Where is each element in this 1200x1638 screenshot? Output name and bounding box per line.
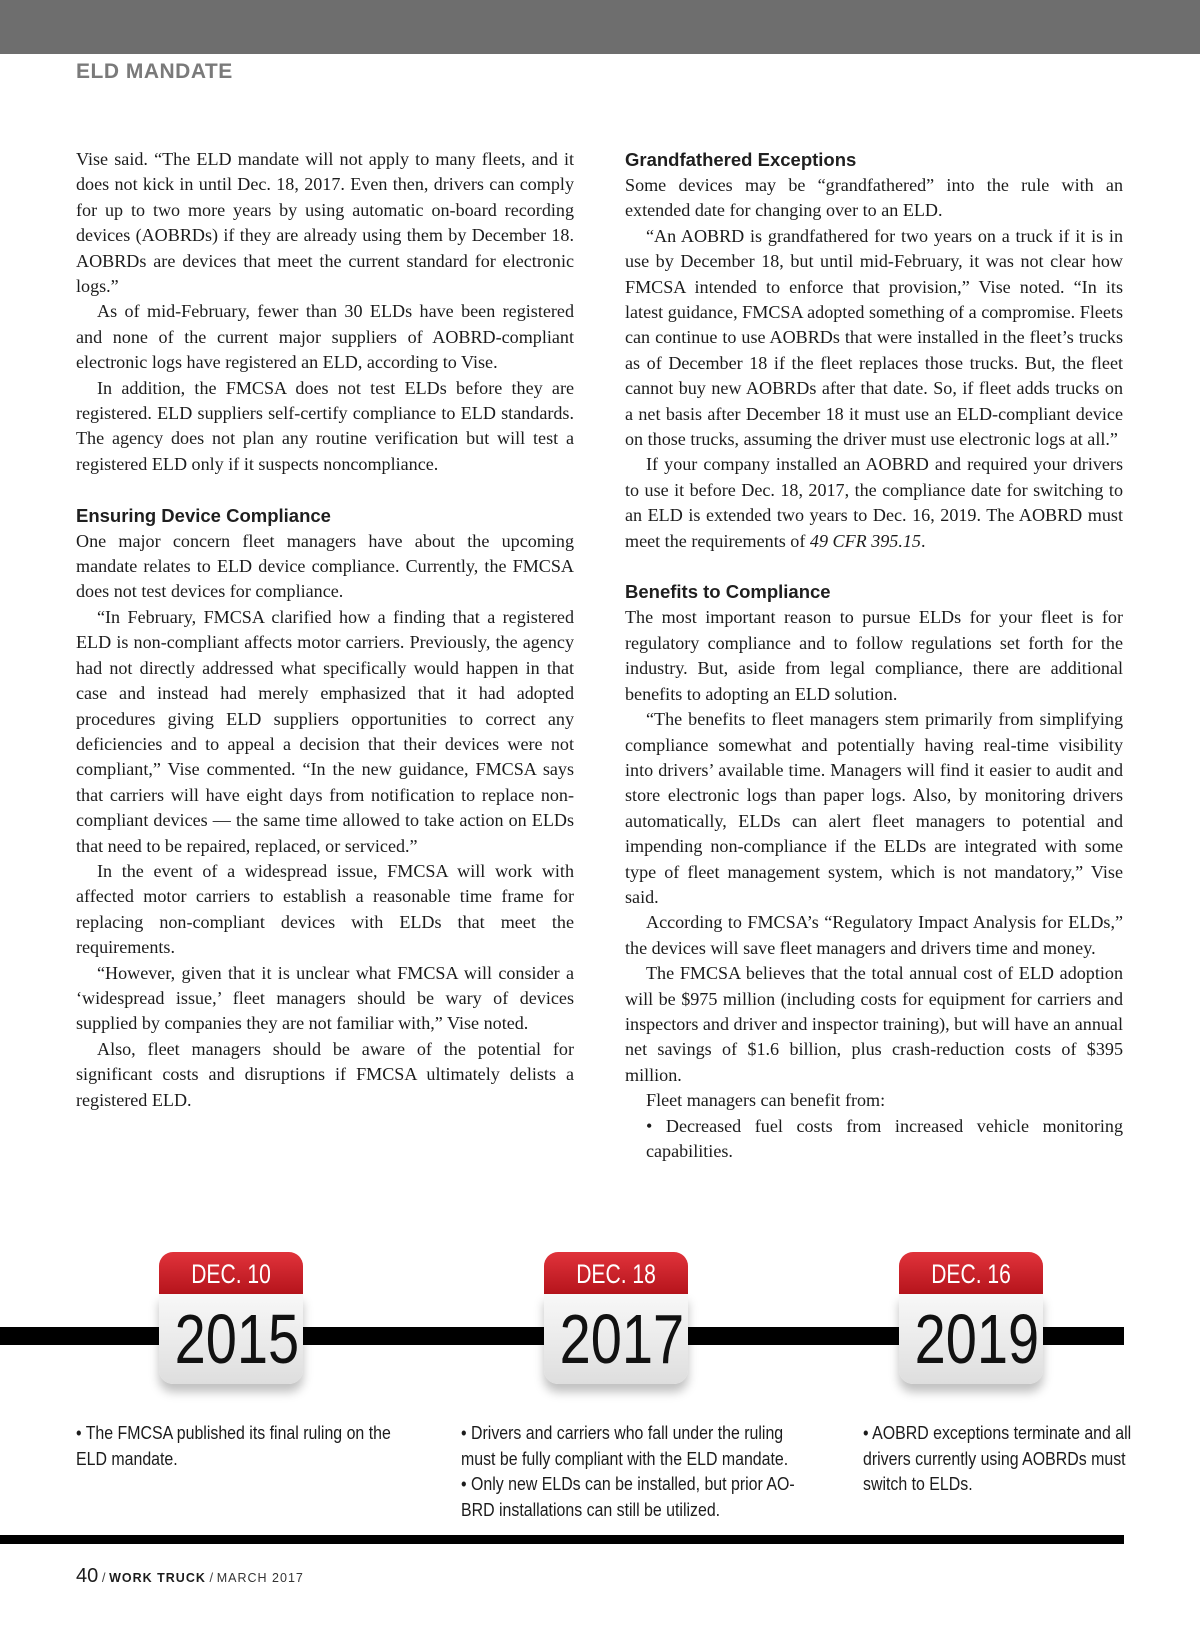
page-number: 40 (76, 1565, 99, 1587)
calendar-year: 2017 (559, 1300, 685, 1378)
paragraph: According to FMCSA’s “Regulatory Impact Analysis for ELDs,” the devices will save fleet managers and drivers time and money. (625, 912, 1123, 958)
footer-separator: / (98, 1570, 110, 1585)
paragraph (625, 452, 1123, 554)
section-label: ELD MANDATE (76, 60, 233, 83)
section-heading: Grandfathered Exceptions (625, 149, 857, 170)
calendar-date-tab (899, 1252, 1043, 1294)
note-line: • The FMCSA published its final ruling on the (76, 1422, 391, 1443)
calendar-date-tab (544, 1252, 688, 1294)
note-line: ELD mandate. (76, 1447, 178, 1469)
bullet-item: • Decreased fuel costs from increased vehicle monitoring capabilities. (646, 1115, 1123, 1162)
paragraph: Vise said. “The ELD mandate will not apply to many fleets, and it does not kick in until Dec. 18, 2017. Even then, drivers can comply for up to two more years by using automatic on-board recording devices (AOBRDs) if they are already using them by December 18. AOBRDs are devices that meet the current standard for electronic logs.” (76, 149, 574, 297)
paragraph: Also, fleet managers should be aware of the potential for significant costs and disruptions if FMCSA ultimately delists a registered ELD. (76, 1038, 574, 1110)
paragraph: Some devices may be “grandfathered” into the rule with an extended date for changing over to an ELD. (625, 175, 1123, 221)
paragraph: Fleet managers can benefit from: (646, 1090, 886, 1111)
calendar-year-card (544, 1294, 688, 1384)
calendar-date-tab (159, 1252, 303, 1294)
calendar-icon (159, 1252, 303, 1384)
calendar-icon (544, 1252, 688, 1384)
paragraph-text: If your company installed an AOBRD and required your drivers to use it before Dec. 18, 2017, the compliance date for switching to an ELD is extended two years to Dec. 16, 2019. The AOBRD must meet the requirements of (625, 454, 1123, 551)
timeline-note (76, 1420, 442, 1471)
calendar-date: DEC. 16 (931, 1259, 1011, 1289)
note-line: BRD installations can still be utilized. (461, 1498, 721, 1520)
paragraph: In addition, the FMCSA does not test ELDs before they are registered. ELD suppliers self-certify compliance to ELD standards. The agency does not plan any routine verification but will test a registered ELD only if it suspects noncompliance. (76, 377, 574, 474)
calendar-icon (899, 1252, 1043, 1384)
calendar-year-card (899, 1294, 1043, 1384)
timeline-note (863, 1420, 1175, 1497)
calendar-year: 2015 (174, 1300, 300, 1378)
calendar-date: DEC. 18 (576, 1259, 656, 1289)
calendar-date: DEC. 10 (191, 1259, 271, 1289)
paragraph: The FMCSA believes that the total annual cost of ELD adoption will be $975 million (including costs for equipment for carriers and inspectors and driver and inspector training), but will have an annual net savings of $1.6 billion, plus crash-reduction costs of $395 million. (625, 963, 1123, 1085)
note-line: • Drivers and carriers who fall under the ruling (461, 1422, 784, 1443)
paragraph: “An AOBRD is grandfathered for two years on a truck if it is in use by December 18, but until mid-February, it was not clear how FMCSA intended to enforce that provision,” Vise noted. “In its latest guidance, FMCSA adopted something of a compromise. Fleets can continue to use AOBRDs that were installed in the fleet’s trucks as of December 18 if the fleet replaces those trucks. But, the fleet cannot buy new AOBRDs after that date. So, if fleet adds trucks on a net basis after December 18 it must use an ELD-compliant device on those trucks, assuming the driver must use electronic logs at all.” (625, 225, 1123, 450)
magazine-name: WORK TRUCK (109, 1571, 206, 1585)
note-line: • Only new ELDs can be installed, but prior AO- (461, 1473, 795, 1494)
paragraph: In the event of a widespread issue, FMCSA will work with affected motor carriers to establish a reasonable time frame for replacing non-compliant devices with ELDs that meet the requirements. (76, 860, 574, 958)
paragraph: “However, given that it is unclear what FMCSA will consider a ‘widespread issue,’ fleet managers should be wary of devices supplied by companies they are not familiar with,” Vise noted. (76, 962, 574, 1034)
footer-separator: / (205, 1570, 217, 1585)
section-heading: Benefits to Compliance (625, 581, 831, 603)
page-footer (76, 1565, 304, 1588)
paragraph-end: . (920, 530, 926, 551)
left-column (76, 147, 574, 1113)
note-line: drivers currently using AOBRDs must (863, 1447, 1126, 1469)
paragraph: “The benefits to fleet managers stem primarily from simplifying compliance somewhat and potentially having real-time visibility into drivers’ available time. Managers will find it easier to audit and store electronic logs than paper logs. Also, by monitoring drivers automatically, ELDs can alert fleet managers to potential and impending non-compliance if the ELDs are integrated with some type of fleet management system, which is not mandatory,” Vise said. (625, 709, 1123, 907)
header-bar (0, 0, 1200, 54)
note-line: switch to ELDs. (863, 1473, 973, 1494)
note-line: must be fully compliant with the ELD mandate. (461, 1447, 789, 1469)
paragraph: As of mid-February, fewer than 30 ELDs have been registered and none of the current major suppliers of AOBRD-compliant electronic logs have registered an ELD, according to Vise. (76, 301, 574, 373)
citation: 49 CFR 395.15 (809, 530, 921, 551)
calendar-year: 2019 (914, 1300, 1040, 1378)
paragraph: One major concern fleet managers have about the upcoming mandate relates to ELD device compliance. Currently, the FMCSA does not test devices for compliance. (76, 530, 574, 602)
paragraph: “In February, FMCSA clarified how a finding that a registered ELD is non-compliant affects motor carriers. Previously, the agency had not directly addressed what specifically would happen in that case and instead had merely emphasized that it had adopted procedures giving ELD suppliers opportunities to correct any deficiencies and to appeal a decision that their devices were not compliant,” Vise commented. “In the new guidance, FMCSA says that carriers will have eight days from notification to replace non-compliant devices — the same time allowed to take action on ELDs that need to be repaired, replaced, or serviced.” (76, 606, 574, 856)
timeline-note (461, 1420, 849, 1522)
right-column (625, 147, 1123, 1164)
note-line: • AOBRD exceptions terminate and all (863, 1422, 1132, 1443)
bottom-rule (0, 1535, 1124, 1544)
calendar-year-card (159, 1294, 303, 1384)
paragraph: The most important reason to pursue ELDs for your fleet is for regulatory compliance and to follow regulations set forth for the industry. But, aside from legal compliance, there are additional benefits to adopting an ELD solution. (625, 607, 1123, 704)
issue-date: MARCH 2017 (216, 1571, 304, 1585)
section-heading: Ensuring Device Compliance (76, 504, 331, 526)
